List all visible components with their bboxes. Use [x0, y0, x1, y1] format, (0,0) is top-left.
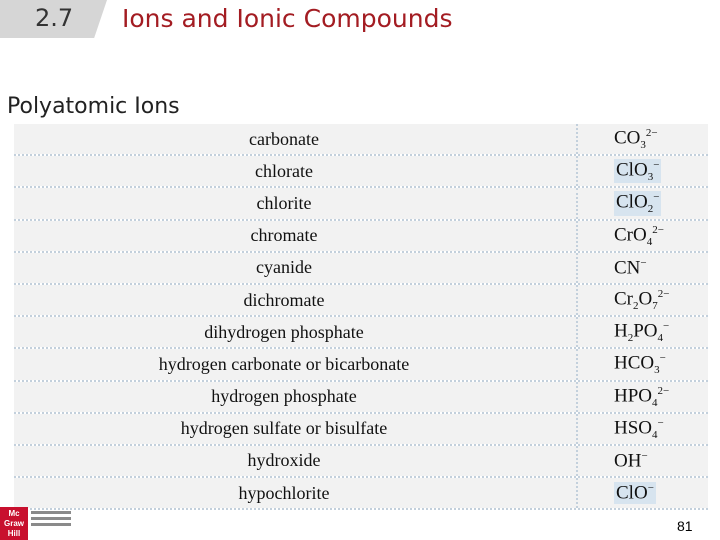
ion-formula-text: ClO$_2$−	[616, 191, 660, 216]
ion-formula	[578, 188, 708, 218]
table-row	[14, 156, 708, 188]
ion-name: dichromate	[14, 285, 578, 315]
ion-formula	[578, 253, 708, 283]
ion-formula	[578, 156, 708, 186]
ion-formula-text: $HSO_4^-$	[614, 416, 664, 441]
ion-formula	[578, 382, 708, 412]
table-row	[14, 317, 708, 349]
ion-formula	[578, 221, 708, 251]
ion-formula-text: $H_2PO_4^-$	[614, 320, 670, 345]
ion-formula	[578, 446, 708, 476]
table-row	[14, 349, 708, 381]
ion-name: chromate	[14, 221, 578, 251]
table-row	[14, 124, 708, 156]
ion-formula-text: CN−	[614, 256, 647, 278]
ion-formula-text: ClO−	[616, 481, 654, 504]
ion-name: hydroxide	[14, 446, 578, 476]
ion-formula-text: $CO_3^{2-}$	[614, 127, 658, 152]
slide-title: Ions and Ionic Compounds	[122, 4, 453, 33]
table-row	[14, 253, 708, 285]
polyatomic-ions-table	[14, 124, 708, 510]
publisher-logo: Mc Graw Hill	[0, 507, 28, 540]
table-row	[14, 446, 708, 478]
ion-formula-text: ClO$_3$−	[616, 159, 660, 184]
ion-name: chlorite	[14, 188, 578, 218]
ion-name: cyanide	[14, 253, 578, 283]
ion-formula	[578, 124, 708, 154]
publisher-tagline-graphic	[31, 511, 71, 529]
ion-name: hydrogen phosphate	[14, 382, 578, 412]
ion-name: chlorate	[14, 156, 578, 186]
table-row	[14, 478, 708, 510]
ion-formula-text: $HCO_3^-$	[614, 352, 666, 377]
ion-formula-text: OH−	[614, 449, 648, 472]
ion-formula	[578, 414, 708, 444]
ion-formula-text: CrO$_4^{2-}$	[614, 223, 664, 248]
ion-name: hydrogen sulfate or bisulfate	[14, 414, 578, 444]
ion-formula	[578, 478, 708, 508]
page-number: 81	[677, 518, 693, 534]
table-row	[14, 414, 708, 446]
table-row	[14, 382, 708, 414]
ion-formula	[578, 285, 708, 315]
ion-formula-text: $HPO_4^{2-}$	[614, 384, 670, 409]
ion-formula	[578, 349, 708, 379]
table-row	[14, 188, 708, 220]
table-row	[14, 285, 708, 317]
ion-formula-text: $Cr_2O_7^{2-}$	[614, 287, 670, 313]
table-row	[14, 221, 708, 253]
ion-name: dihydrogen phosphate	[14, 317, 578, 347]
ion-name: carbonate	[14, 124, 578, 154]
ion-name: hydrogen carbonate or bicarbonate	[14, 349, 578, 379]
section-number: 2.7	[35, 4, 74, 32]
ion-formula	[578, 317, 708, 347]
slide-subtitle: Polyatomic Ions	[7, 94, 180, 119]
ion-name: hypochlorite	[14, 478, 578, 508]
